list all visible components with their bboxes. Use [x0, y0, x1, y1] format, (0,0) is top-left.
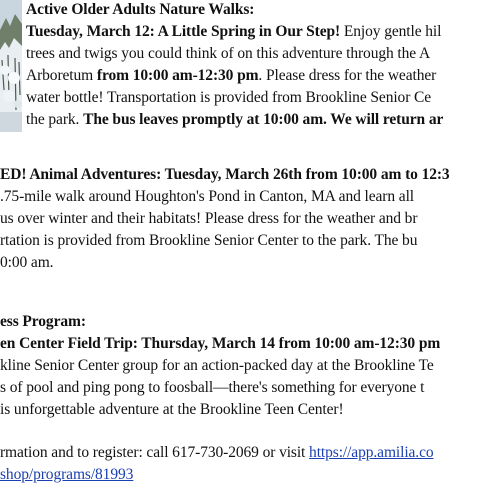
- walks-line-2: trees and twigs you could think of on this adventure through the A: [26, 45, 431, 62]
- animal-line-3: us over winter and their habitats! Please dress for the weather and br: [0, 210, 418, 227]
- walks-heading: Active Older Adults Nature Walks:: [26, 1, 255, 18]
- teen-section-heading: ess Program:: [0, 313, 86, 330]
- teen-line-2: kline Senior Center group for an action-packed day at the Brookline Te: [0, 357, 434, 374]
- walks-line-4: water bottle! Transportation is provided from Brookline Senior Ce: [26, 89, 432, 106]
- walks-line-3: Arboretum from 10:00 am-12:30 pm. Please dress for the weather: [26, 67, 437, 84]
- teen-line-4: is unforgettable adventure at the Brookline Teen Center!: [0, 401, 344, 418]
- nature-walk-photo: [0, 0, 22, 132]
- register-line-1: rmation and to register: call 617-730-2069 or visit https://app.amilia.co: [0, 444, 434, 461]
- animal-line-4: rtation is provided from Brookline Senior Center to the park. The bu: [0, 232, 418, 249]
- register-line-2: [0, 465, 133, 485]
- animal-line-2: .75-mile walk around Houghton's Pond in Canton, MA and learn all: [0, 188, 414, 205]
- teen-line-3: s of pool and ping pong to foosball—there's something for everyone t: [0, 379, 425, 396]
- register-link-continued[interactable]: shop/programs/81993: [0, 466, 134, 483]
- register-link[interactable]: https://app.amilia.co: [309, 444, 434, 461]
- walks-line-5: the park. The bus leaves promptly at 10:00 am. We will return ar: [26, 111, 444, 128]
- animal-line-5: 0:00 am.: [0, 254, 54, 271]
- walks-line-1: Tuesday, March 12: A Little Spring in Our Step! Enjoy gentle hil: [26, 23, 442, 40]
- teen-heading: en Center Field Trip: Thursday, March 14 from 10:00 am-12:30 pm: [0, 335, 441, 352]
- animal-heading: ED! Animal Adventures: Tuesday, March 26th from 10:00 am to 12:3: [0, 166, 450, 183]
